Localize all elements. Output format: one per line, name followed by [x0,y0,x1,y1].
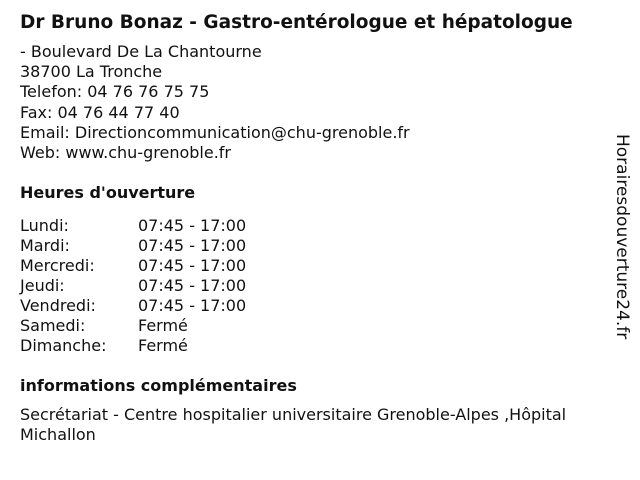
page-title: Dr Bruno Bonaz - Gastro-entérologue et hépatologue [20,12,573,33]
phone-text: Telefon: 04 76 76 75 75 [20,82,210,102]
day-label: Mercredi: [20,256,95,276]
day-hours: 07:45 - 17:00 [138,216,247,236]
hours-heading: Heures d'ouverture [20,183,196,203]
web-text: Web: www.chu-grenoble.fr [20,143,231,163]
contact-block [20,42,620,163]
address-line-2: 38700 La Tronche [20,62,163,82]
day-label: Vendredi: [20,296,96,316]
email-text: Email: Directioncommunication@chu-grenoble.fr [20,122,410,142]
day-hours: 07:45 - 17:00 [138,296,247,316]
hours-row-samedi [20,316,620,336]
day-hours: 07:45 - 17:00 [138,276,247,296]
day-hours: Fermé [138,316,188,336]
site-watermark: Horairesdouverture24.fr [612,134,632,340]
business-card [20,10,620,445]
fax-text: Fax: 04 76 44 77 40 [20,102,180,122]
hours-row-mercredi [20,256,620,276]
day-label: Jeudi: [20,276,65,296]
day-label: Mardi: [20,236,70,256]
hours-row-jeudi [20,276,620,296]
day-hours: Fermé [138,336,188,356]
day-label: Samedi: [20,316,86,336]
info-text: Secrétariat - Centre hospitalier universitaire Grenoble-Alpes ,Hôpital Michallon [20,405,567,445]
day-label: Lundi: [20,216,69,236]
day-hours: 07:45 - 17:00 [138,236,247,256]
hours-table [20,216,620,356]
hours-row-lundi [20,216,620,236]
address-line-1: - Boulevard De La Chantourne [20,42,262,61]
day-hours: 07:45 - 17:00 [138,256,247,276]
info-heading: informations complémentaires [20,376,297,396]
hours-row-dimanche [20,336,620,356]
hours-row-mardi [20,236,620,256]
hours-row-vendredi [20,296,620,316]
day-label: Dimanche: [20,336,107,356]
